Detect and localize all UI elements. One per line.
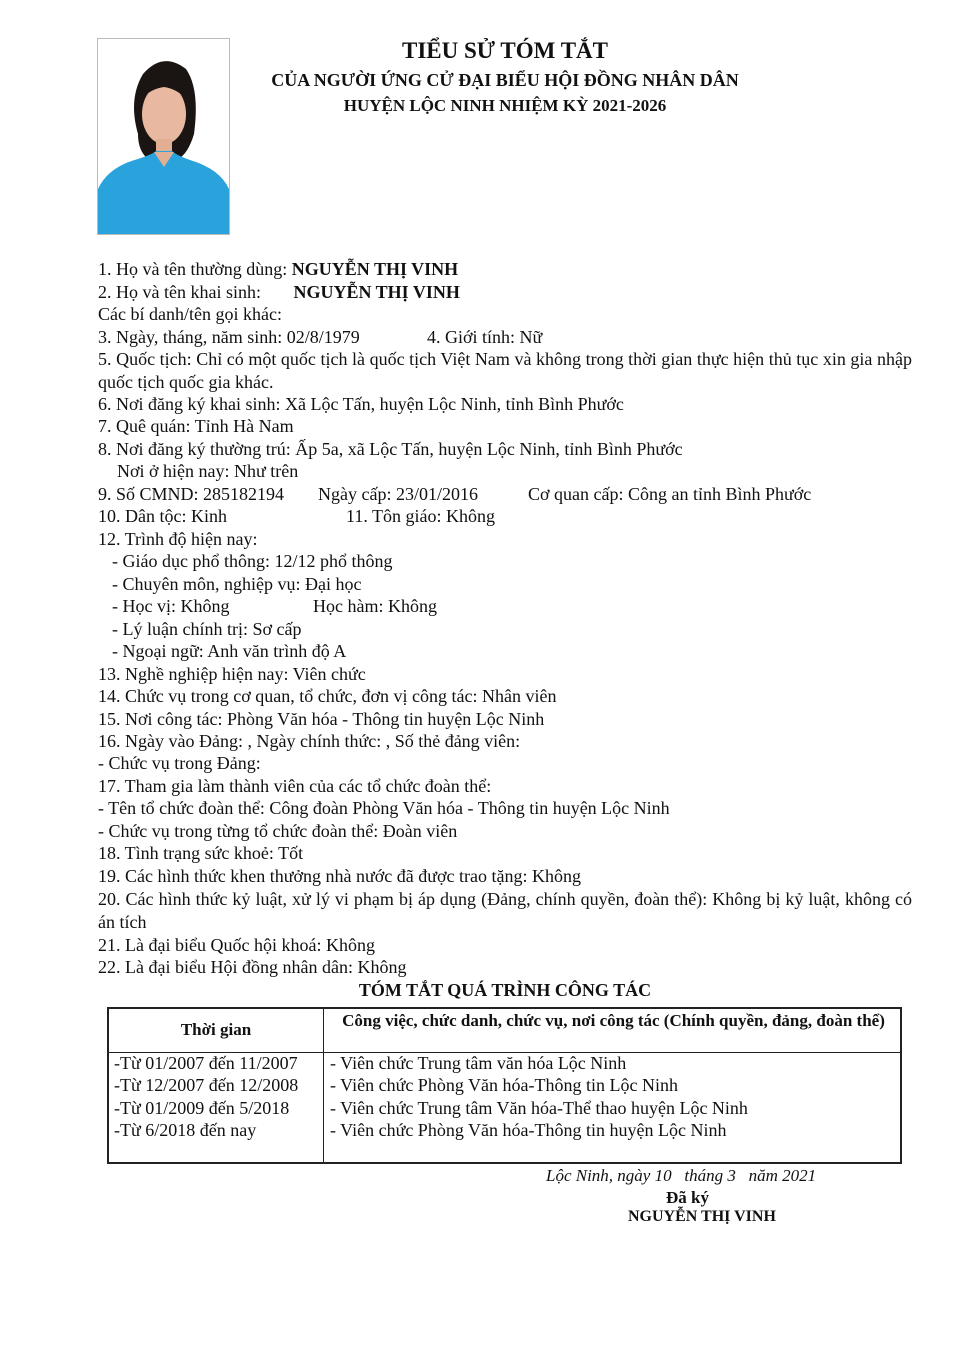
field-organizations: 17. Tham gia làm thành viên của các tổ chức đoàn thể:	[98, 776, 492, 796]
signature-status: Đã ký	[666, 1188, 709, 1207]
document-subtitle: CỦA NGƯỜI ỨNG CỬ ĐẠI BIỂU HỘI ĐỒNG NHÂN DÂN	[271, 70, 739, 90]
field-ethnicity: 10. Dân tộc: Kinh	[98, 506, 227, 526]
work-history-table	[107, 1007, 902, 1164]
field-birth-name	[98, 281, 460, 303]
field-religion: 11. Tôn giáo: Không	[346, 506, 495, 526]
field-id-issue-date: Ngày cấp: 23/01/2016	[318, 484, 478, 504]
field-gender: 4. Giới tính: Nữ	[427, 327, 543, 347]
field-general-education: - Giáo dục phổ thông: 12/12 phổ thông	[112, 551, 393, 571]
field-birth-date: 3. Ngày, tháng, năm sinh: 02/8/1979	[98, 327, 360, 347]
field-value: NGUYỄN THỊ VINH	[291, 259, 459, 279]
field-current-address: Nơi ở hiện nay: Như trên	[117, 461, 299, 481]
table-cell-time: -Từ 6/2018 đến nay	[114, 1120, 257, 1140]
field-education: 12. Trình độ hiện nay:	[98, 529, 258, 549]
field-party-position: - Chức vụ trong Đảng:	[98, 753, 261, 773]
portrait-image	[98, 39, 229, 234]
document-term: HUYỆN LỘC NINH NHIỆM KỲ 2021-2026	[343, 96, 667, 115]
field-hometown: 7. Quê quán: Tỉnh Hà Nam	[98, 416, 294, 436]
document-title: TIỂU SỬ TÓM TẮT	[402, 38, 608, 63]
field-residence: 8. Nơi đăng ký thường trú: Ấp 5a, xã Lộc Tấn, huyện Lộc Ninh, tỉnh Bình Phước	[98, 439, 683, 459]
table-cell-time: -Từ 01/2009 đến 5/2018	[114, 1098, 290, 1118]
table-cell-job: - Viên chức Phòng Văn hóa-Thông tin Lộc Ninh	[330, 1075, 678, 1095]
field-id-number: 9. Số CMND: 285182194	[98, 484, 285, 504]
table-divider	[323, 1009, 324, 1162]
field-people-council: 22. Là đại biểu Hội đồng nhân dân: Không	[98, 957, 407, 977]
field-party-info: 16. Ngày vào Đảng: , Ngày chính thức: , Số thẻ đảng viên:	[98, 731, 521, 751]
portrait-photo	[97, 38, 230, 235]
field-discipline: 20. Các hình thức kỷ luật, xử lý vi phạm bị áp dụng (Đảng, chính quyền, đoàn thể): Không bị kỷ luật, không có án tích	[98, 889, 912, 932]
field-health: 18. Tình trạng sức khoẻ: Tốt	[98, 843, 304, 863]
field-political-theory: - Lý luận chính trị: Sơ cấp	[112, 619, 302, 639]
work-history-title: TÓM TẮT QUÁ TRÌNH CÔNG TÁC	[358, 980, 652, 1000]
table-cell-time: -Từ 12/2007 đến 12/2008	[114, 1075, 299, 1095]
column-header-job: Công việc, chức danh, chức vụ, nơi công tác (Chính quyền, đảng, đoàn thể)	[342, 1011, 885, 1030]
field-nationality: 5. Quốc tịch: Chỉ có một quốc tịch là quốc tịch Việt Nam và không trong thời gian thực hiện thủ tục xin gia nhập quốc tịch quốc gia khác.	[98, 349, 912, 392]
field-label: 1. Họ và tên thường dùng:	[98, 259, 288, 279]
field-alias: Các bí danh/tên gọi khác:	[98, 304, 282, 324]
table-cell-time: -Từ 01/2007 đến 11/2007	[114, 1053, 298, 1073]
column-header-time: Thời gian	[180, 1020, 252, 1039]
field-awards: 19. Các hình thức khen thưởng nhà nước đã được trao tặng: Không	[98, 866, 581, 886]
table-cell-job: - Viên chức Trung tâm Văn hóa-Thể thao huyện Lộc Ninh	[330, 1098, 748, 1118]
signature-name: NGUYỄN THỊ VINH	[628, 1208, 776, 1225]
signature-place-date: Lộc Ninh, ngày 10 tháng 3 năm 2021	[546, 1166, 817, 1185]
field-organization-name: - Tên tổ chức đoàn thể: Công đoàn Phòng Văn hóa - Thông tin huyện Lộc Ninh	[98, 798, 670, 818]
field-national-assembly: 21. Là đại biểu Quốc hội khoá: Không	[98, 935, 375, 955]
field-occupation: 13. Nghề nghiệp hiện nay: Viên chức	[98, 664, 366, 684]
field-position: 14. Chức vụ trong cơ quan, tổ chức, đơn vị công tác: Nhân viên	[98, 686, 557, 706]
field-foreign-language: - Ngoại ngữ: Anh văn trình độ A	[112, 641, 347, 661]
field-organization-role: - Chức vụ trong từng tổ chức đoàn thể: Đoàn viên	[98, 821, 458, 841]
field-label: 2. Họ và tên khai sinh:	[98, 282, 261, 302]
field-academic-rank: Học hàm: Không	[313, 596, 437, 616]
table-cell-job: - Viên chức Phòng Văn hóa-Thông tin huyện Lộc Ninh	[330, 1120, 727, 1140]
field-degree: - Học vị: Không	[112, 596, 230, 616]
field-birth-registration: 6. Nơi đăng ký khai sinh: Xã Lộc Tấn, huyện Lộc Ninh, tỉnh Bình Phước	[98, 394, 624, 414]
field-specialty: - Chuyên môn, nghiệp vụ: Đại học	[112, 574, 362, 594]
field-workplace: 15. Nơi công tác: Phòng Văn hóa - Thông tin huyện Lộc Ninh	[98, 709, 545, 729]
table-cell-job: - Viên chức Trung tâm văn hóa Lộc Ninh	[330, 1053, 627, 1073]
field-id-issuer: Cơ quan cấp: Công an tỉnh Bình Phước	[528, 484, 812, 504]
field-common-name	[98, 258, 458, 280]
field-value: NGUYỄN THỊ VINH	[293, 282, 460, 302]
